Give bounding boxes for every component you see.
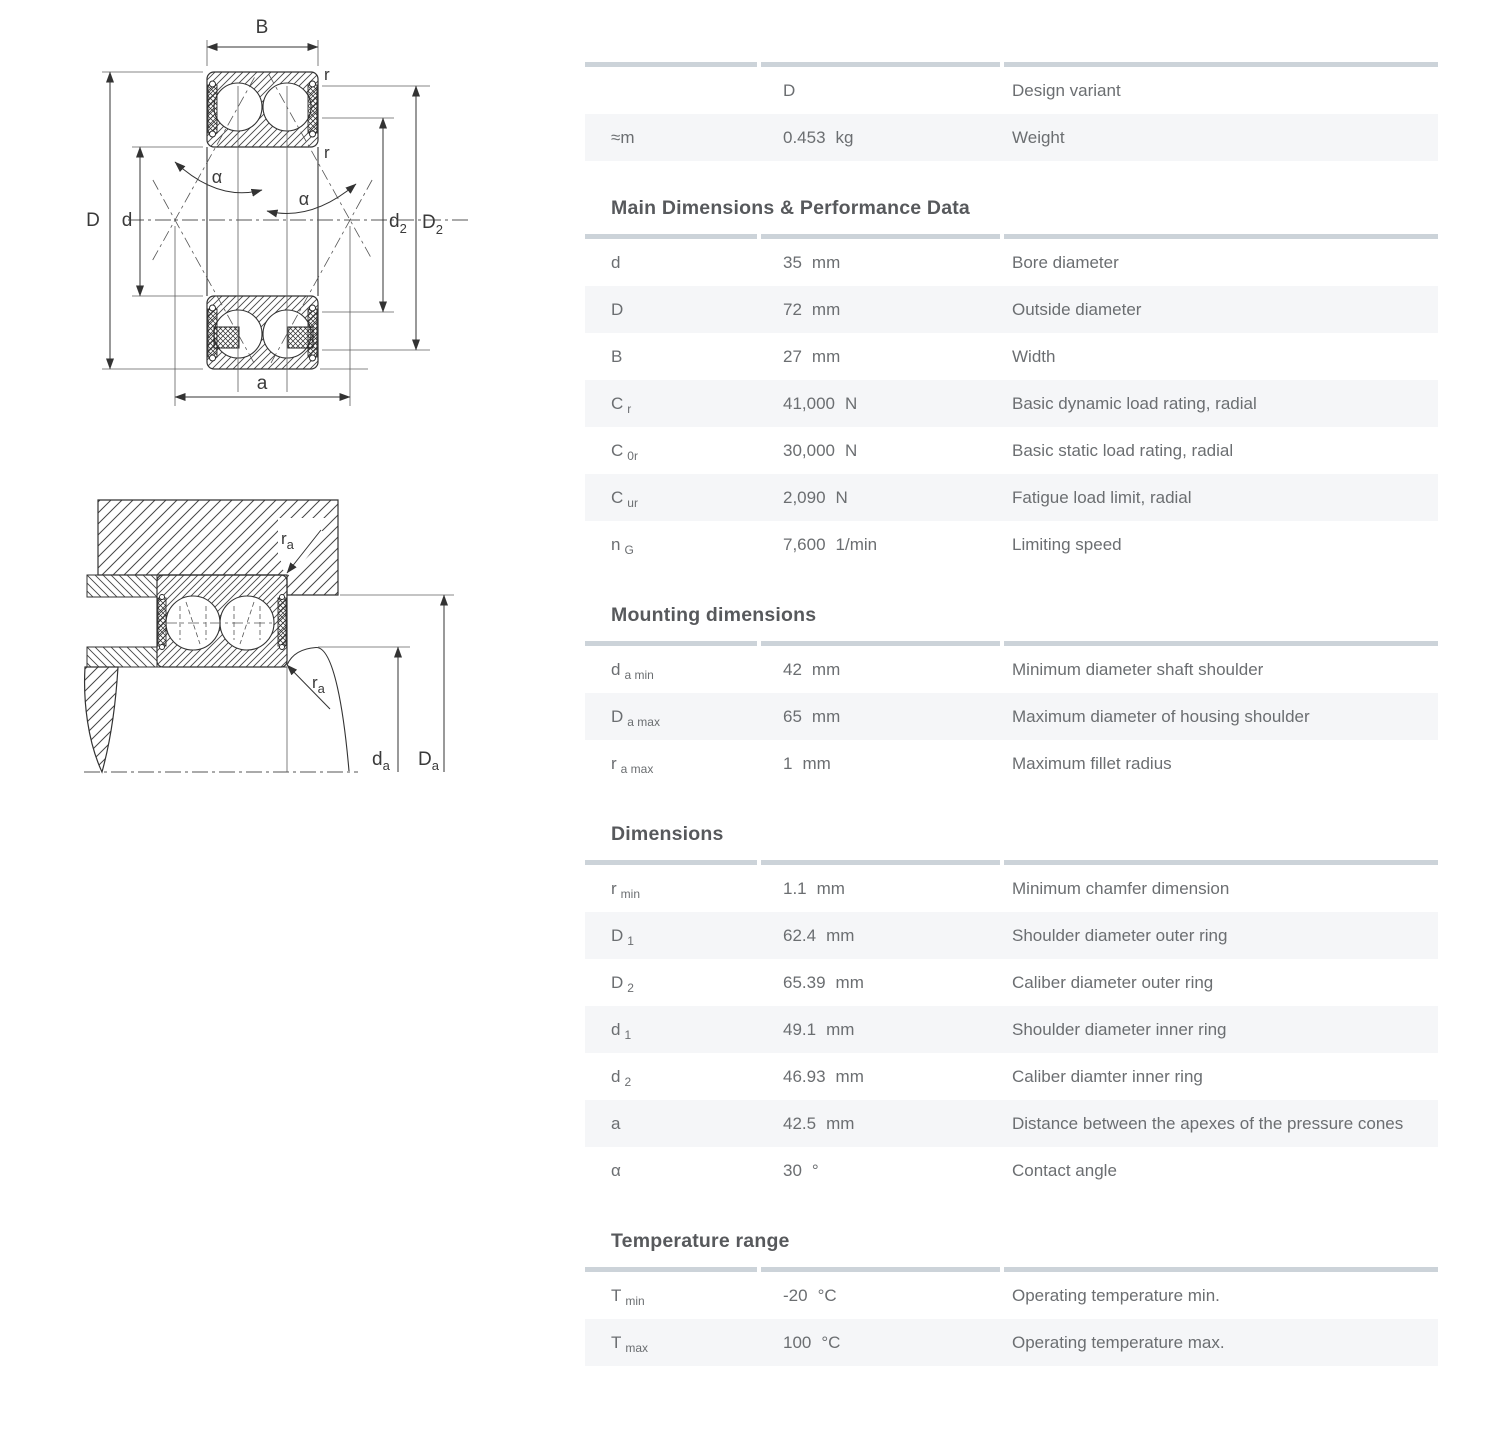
- housing-shoulder-diameter-label: $D_a$: [418, 749, 439, 773]
- spec-row: [585, 1053, 1438, 1100]
- table-header-bar-segment: [761, 62, 1000, 67]
- shaft-shoulder-contour: [287, 647, 349, 771]
- section-title: Temperature range: [611, 1230, 790, 1252]
- spec-row: [585, 239, 1438, 286]
- param-symbol: d: [611, 252, 621, 272]
- contact-angle-label-1: α: [211, 167, 223, 187]
- table-header-bar-segment: [1004, 641, 1438, 646]
- param-value: 30,000 N: [783, 440, 858, 460]
- table-header-bar-segment: [1004, 860, 1438, 865]
- spec-row: [585, 1147, 1438, 1194]
- width-dimension-label: B: [255, 17, 269, 38]
- spec-row: [585, 67, 1438, 114]
- caliber-inner-ring-label: $d_2$: [389, 211, 407, 236]
- param-value: 42 mm: [783, 659, 841, 679]
- param-value: 1 mm: [783, 753, 831, 773]
- bearing-lower-section: [207, 296, 318, 369]
- param-symbol: D $_2$: [611, 972, 634, 995]
- param-value: 1.1 mm: [783, 878, 845, 898]
- param-value: -20 °C: [783, 1285, 837, 1305]
- housing-fillet-radius-label: $r_a$: [281, 529, 294, 552]
- spec-row: [585, 912, 1438, 959]
- param-description: Distance between the apexes of the pressure cones: [1012, 1114, 1404, 1133]
- outside-diameter-label: D: [86, 210, 100, 231]
- param-description: Basic dynamic load rating, radial: [1012, 394, 1257, 413]
- param-value: 27 mm: [783, 346, 841, 366]
- section-title: Main Dimensions & Performance Data: [611, 197, 970, 219]
- param-value: 49.1 mm: [783, 1019, 855, 1039]
- param-description: Minimum chamfer dimension: [1012, 879, 1230, 898]
- table-header-bar-segment: [761, 1267, 1000, 1272]
- spec-row: [585, 286, 1438, 333]
- bearing-mounting-drawing: [78, 478, 482, 808]
- spec-row: [585, 380, 1438, 427]
- table-header-bar-segment: [1004, 1267, 1438, 1272]
- seal-left: [208, 85, 217, 133]
- shaft-shoulder-diameter-label: $d_a$: [372, 749, 390, 773]
- param-symbol: B: [611, 346, 623, 366]
- spec-row: [585, 427, 1438, 474]
- param-symbol: α: [611, 1160, 621, 1180]
- param-description: Design variant: [1012, 81, 1121, 100]
- param-symbol: C $_{ur}$: [611, 487, 638, 510]
- section-title: Mounting dimensions: [611, 604, 817, 626]
- param-symbol: d $_1$: [611, 1019, 632, 1042]
- param-description: Width: [1012, 347, 1056, 366]
- spec-table: [585, 62, 1438, 161]
- table-header-bar-segment: [761, 860, 1000, 865]
- table-header-bar: [585, 234, 1438, 239]
- param-value: 100 °C: [783, 1332, 841, 1352]
- spec-row: [585, 333, 1438, 380]
- chamfer-label-2: r: [324, 143, 330, 162]
- seal-right: [308, 85, 317, 133]
- param-symbol: C $_{0r}$: [611, 440, 638, 463]
- contact-angle-label-2: α: [298, 189, 310, 209]
- spec-row: [585, 693, 1438, 740]
- param-description: Limiting speed: [1012, 535, 1122, 554]
- spec-table: [585, 860, 1438, 1194]
- spec-row: [585, 646, 1438, 693]
- spec-panel: [585, 62, 1438, 1366]
- param-description: Contact angle: [1012, 1161, 1117, 1180]
- table-header-bar-segment: [761, 234, 1000, 239]
- param-description: Operating temperature min.: [1012, 1286, 1220, 1305]
- spec-row: [585, 521, 1438, 568]
- left-housing-shoulder: [87, 575, 157, 597]
- spec-row: [585, 1006, 1438, 1053]
- spec-table: [585, 1267, 1438, 1366]
- shaft-section: [85, 667, 118, 772]
- table-header-bar: [585, 1267, 1438, 1272]
- spec-row: [585, 474, 1438, 521]
- param-description: Basic static load rating, radial: [1012, 441, 1234, 460]
- spec-row: [585, 740, 1438, 787]
- param-value: 72 mm: [783, 299, 841, 319]
- table-header-bar-segment: [585, 1267, 757, 1272]
- spec-row: [585, 1319, 1438, 1366]
- table-header-bar-segment: [585, 641, 757, 646]
- param-symbol: C $_r$: [611, 393, 632, 416]
- param-value: 7,600 1/min: [783, 534, 878, 554]
- spec-row: [585, 1272, 1438, 1319]
- seal-left: [158, 598, 166, 646]
- bore-diameter-label: d: [121, 210, 133, 231]
- table-header-bar: [585, 860, 1438, 865]
- table-header-bar-segment: [1004, 62, 1438, 67]
- param-value: 0.453 kg: [783, 127, 854, 147]
- param-symbol: n $_G$: [611, 534, 634, 557]
- bearing-upper-section: [207, 72, 318, 147]
- param-description: Caliber diameter outer ring: [1012, 973, 1214, 992]
- param-symbol: D: [611, 299, 624, 319]
- spec-table: [585, 641, 1438, 787]
- left-shaft-shoulder: [87, 647, 157, 667]
- table-header-bar-segment: [585, 860, 757, 865]
- param-value: 65 mm: [783, 706, 841, 726]
- param-symbol: a: [611, 1113, 621, 1133]
- param-symbol: r $_{a max}$: [611, 753, 654, 776]
- seal-carrier-right: [288, 327, 313, 348]
- param-value: 62.4 mm: [783, 925, 855, 945]
- table-header-bar-segment: [761, 641, 1000, 646]
- param-description: Maximum fillet radius: [1012, 754, 1172, 773]
- table-header-bar-segment: [585, 234, 757, 239]
- param-description: Minimum diameter shaft shoulder: [1012, 660, 1264, 679]
- param-value: 2,090 N: [783, 487, 848, 507]
- table-header-bar: [585, 641, 1438, 646]
- spec-row: [585, 959, 1438, 1006]
- param-value: 46.93 mm: [783, 1066, 864, 1086]
- section-title: Dimensions: [611, 823, 724, 845]
- bearing-cross-section-drawing: [78, 6, 482, 426]
- param-symbol: d $_2$: [611, 1066, 632, 1089]
- param-value: 35 mm: [783, 252, 841, 272]
- param-symbol: D $_{a max}$: [611, 706, 660, 729]
- param-description: Fatigue load limit, radial: [1012, 488, 1192, 507]
- param-symbol: T $_{min}$: [611, 1285, 645, 1308]
- apex-distance-label: a: [256, 373, 268, 394]
- param-description: Bore diameter: [1012, 253, 1119, 272]
- param-description: Weight: [1012, 128, 1065, 147]
- table-header-bar-segment: [585, 62, 757, 67]
- param-description: Shoulder diameter outer ring: [1012, 926, 1228, 945]
- param-symbol: ≈m: [611, 127, 635, 147]
- param-symbol: T $_{max}$: [611, 1332, 649, 1355]
- shaft-fillet-radius-label: $r_a$: [312, 673, 325, 696]
- param-value: D: [783, 80, 796, 100]
- spec-row: [585, 114, 1438, 161]
- param-symbol: D $_1$: [611, 925, 634, 948]
- param-symbol: d $_{a min}$: [611, 659, 654, 682]
- param-description: Outside diameter: [1012, 300, 1142, 319]
- param-value: 30 °: [783, 1160, 819, 1180]
- param-description: Operating temperature max.: [1012, 1333, 1225, 1352]
- spec-row: [585, 865, 1438, 912]
- spec-table: [585, 234, 1438, 568]
- table-header-bar-segment: [1004, 234, 1438, 239]
- param-value: 42.5 mm: [783, 1113, 855, 1133]
- seal-carrier-left: [214, 327, 239, 348]
- spec-row: [585, 1100, 1438, 1147]
- param-description: Caliber diamter inner ring: [1012, 1067, 1203, 1086]
- bearing-section: [157, 575, 287, 667]
- chamfer-label-1: r: [324, 65, 330, 84]
- param-symbol: r $_{min}$: [611, 878, 641, 901]
- param-value: 41,000 N: [783, 393, 858, 413]
- caliber-outer-ring-label: $D_2$: [422, 212, 443, 237]
- param-value: 65.39 mm: [783, 972, 864, 992]
- param-description: Shoulder diameter inner ring: [1012, 1020, 1227, 1039]
- param-description: Maximum diameter of housing shoulder: [1012, 707, 1310, 726]
- table-header-bar: [585, 62, 1438, 67]
- seal-right: [278, 598, 286, 646]
